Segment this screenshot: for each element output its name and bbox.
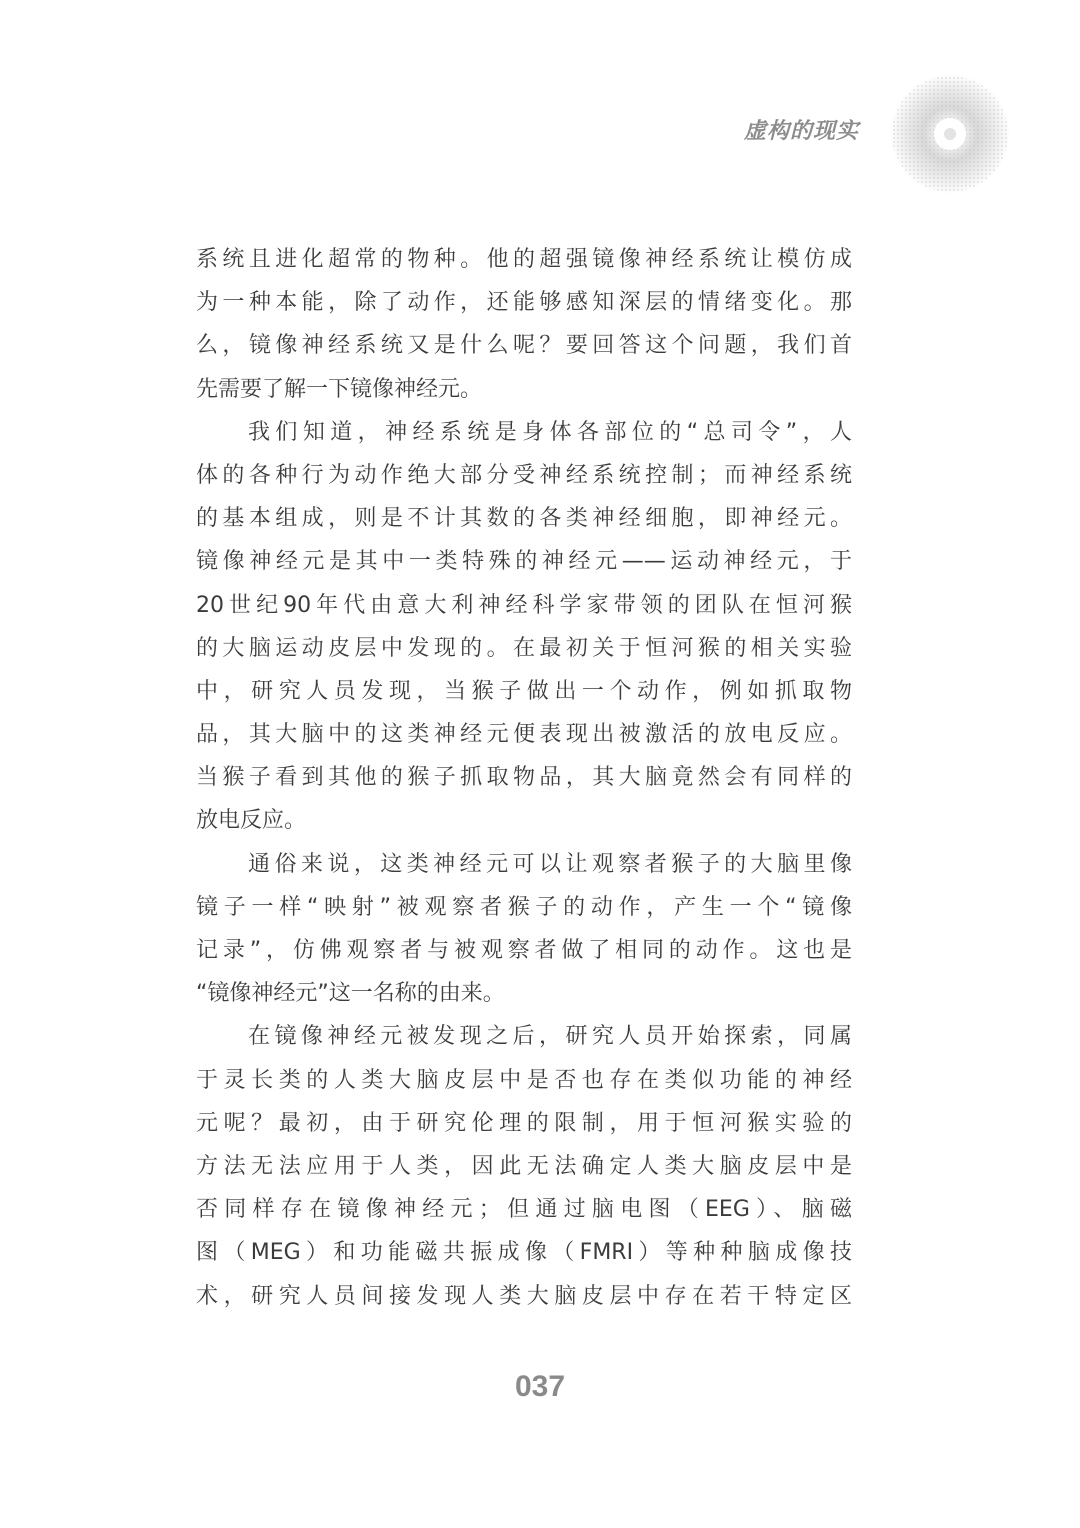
text-line: 为一种本能，除了动作，还能够感知深层的情绪变化。那 — [196, 290, 852, 316]
text-line: 否同样存在镜像神经元；但通过脑电图（EEG）、脑磁 — [196, 1197, 852, 1223]
text-line: 么，镜像神经系统又是什么呢？要回答这个问题，我们首 — [196, 333, 852, 359]
text-line: 品，其大脑中的这类神经元便表现出被激活的放电反应。 — [196, 722, 852, 748]
header-title: 虚构的现实 — [744, 119, 860, 144]
text-line: 记录”，仿佛观察者与被观察者做了相同的动作。这也是 — [196, 938, 852, 963]
text-line: 于灵长类的人类大脑皮层中是否也存在类似功能的神经 — [196, 1067, 852, 1093]
text-line: “镜像神经元”这一名称的由来。 — [196, 981, 505, 1007]
text-line: 系统且进化超常的物种。他的超强镜像神经系统让模仿成 — [196, 247, 852, 272]
text-line: 我们知道，神经系统是身体各部位的“总司令”，人 — [248, 419, 852, 445]
text-line: 放电反应。 — [196, 808, 307, 834]
text-line: 当猴子看到其他的猴子抓取物品，其大脑竟然会有同样的 — [196, 765, 852, 791]
text-line: 的基本组成，则是不计其数的各类神经细胞，即神经元。 — [196, 506, 852, 532]
text-line: 通俗来说，这类神经元可以让观察者猴子的大脑里像 — [248, 851, 852, 877]
text-line: 先需要了解一下镜像神经元。 — [196, 376, 483, 402]
circular-halftone-icon — [888, 72, 1012, 196]
text-line: 镜像神经元是其中一类特殊的神经元——运动神经元，于 — [196, 549, 852, 575]
text-line: 元呢？最初，由于研究伦理的限制，用于恒河猴实验的 — [196, 1110, 852, 1136]
text-line: 在镜像神经元被发现之后，研究人员开始探索，同属 — [248, 1024, 852, 1050]
page-number: 037 — [514, 1370, 566, 1403]
text-line: 体的各种行为动作绝大部分受神经系统控制；而神经系统 — [196, 462, 852, 488]
body-text — [196, 238, 852, 1318]
text-line: 20世纪90年代由意大利神经科学家带领的团队在恒河猴 — [196, 592, 852, 618]
text-line: 的大脑运动皮层中发现的。在最初关于恒河猴的相关实验 — [196, 635, 852, 661]
text-line: 中，研究人员发现，当猴子做出一个动作，例如抓取物 — [196, 678, 852, 704]
text-line: 镜子一样“映射”被观察者猴子的动作，产生一个“镜像 — [196, 894, 852, 920]
text-line: 术，研究人员间接发现人类大脑皮层中存在若干特定区 — [196, 1283, 852, 1309]
text-line: 方法无法应用于人类，因此无法确定人类大脑皮层中是 — [196, 1153, 852, 1179]
text-line: 图（MEG）和功能磁共振成像（FMRI）等种种脑成像技 — [196, 1240, 852, 1266]
